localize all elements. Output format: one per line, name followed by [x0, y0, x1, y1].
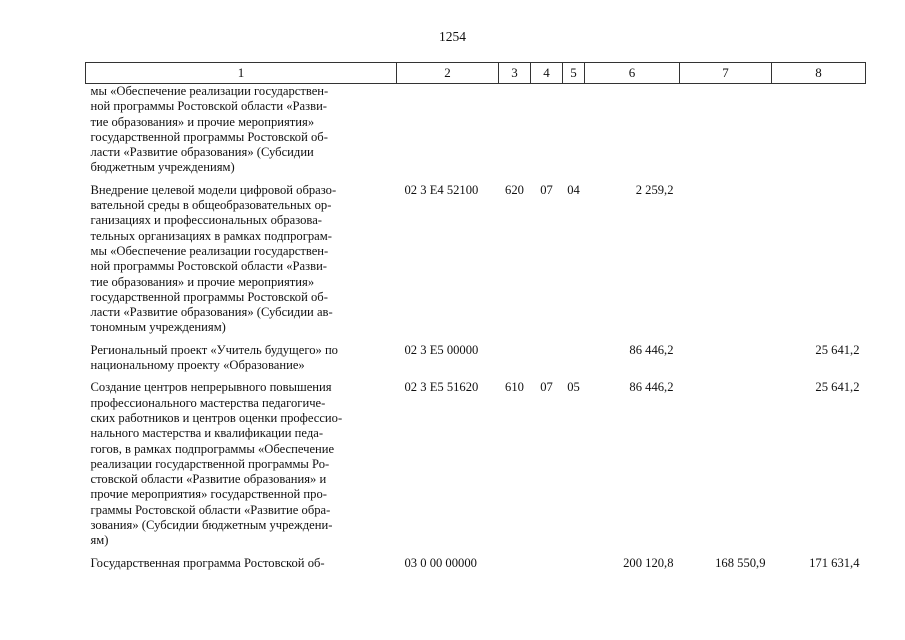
table-row	[86, 336, 866, 374]
target-code-cell: 02 3 E5 00000	[404, 342, 479, 357]
sum-col8-cell: 25 641,2	[815, 380, 860, 395]
row-name-line: вательной среды в общеобразовательных ор-	[90, 198, 332, 213]
row-name-cell	[86, 84, 397, 176]
section-cell	[531, 336, 563, 374]
column-header-2: 2	[397, 63, 499, 84]
column-header-8: 8	[772, 63, 866, 84]
row-name-line: ласти «Развитие образования» (Субсидии	[90, 145, 314, 160]
row-name-line: Создание центров непрерывного повышения	[90, 380, 332, 395]
subsection-cell	[563, 336, 585, 374]
row-name-cell	[86, 176, 397, 336]
sum-col6-cell: 86 446,2	[629, 380, 674, 395]
row-name-line: граммы Ростовской области «Развитие обра-	[90, 502, 331, 517]
expense-type-cell: 610	[505, 380, 524, 395]
row-name-line: нального мастерства и квалификации педа-	[90, 426, 324, 441]
expense-type-cell	[499, 549, 531, 571]
target-code-cell: 03 0 00 00000	[404, 555, 477, 570]
column-header-6: 6	[585, 63, 680, 84]
section-cell: 07	[540, 380, 553, 395]
subsection-cell: 05	[567, 380, 580, 395]
target-code-cell: 02 3 E4 52100	[404, 182, 479, 197]
sum-col8-cell	[772, 176, 866, 336]
section-cell: 07	[540, 182, 553, 197]
table-body	[86, 84, 866, 571]
row-name-line: бюджетным учреждениям)	[90, 160, 235, 175]
row-name-line: мы «Обеспечение реализации государствен-	[90, 243, 329, 258]
column-header-7: 7	[680, 63, 772, 84]
row-name-line: профессионального мастерства педагогиче-	[90, 395, 326, 410]
row-name-cell	[86, 336, 397, 374]
row-name-line: мы «Обеспечение реализации государствен-	[90, 84, 329, 98]
row-name-line: ганизациях и профессиональных образова-	[90, 213, 322, 228]
row-name-line: гогов, в рамках подпрограммы «Обеспечение	[90, 441, 335, 456]
budget-table	[85, 62, 866, 571]
sum-col8-cell: 25 641,2	[815, 342, 860, 357]
row-name-line: ласти «Развитие образования» (Субсидии ав-	[90, 305, 333, 320]
subsection-cell: 04	[567, 182, 580, 197]
header-row	[86, 63, 866, 84]
page-number: 1254	[439, 29, 466, 44]
subsection-cell	[563, 84, 585, 176]
row-name-line: тие образования» и прочие мероприятия»	[90, 114, 315, 129]
section-cell	[531, 549, 563, 571]
row-name-cell	[86, 549, 397, 571]
section-cell	[531, 84, 563, 176]
expense-type-cell: 620	[505, 182, 524, 197]
row-name-line: Региональный проект «Учитель будущего» по	[90, 342, 338, 357]
sum-col6-cell: 86 446,2	[629, 342, 674, 357]
row-name-line: государственной программы Ростовской об-	[90, 129, 328, 144]
sum-col8-cell	[772, 84, 866, 176]
table-row	[86, 176, 866, 336]
row-name-line: тономным учреждениям)	[90, 320, 226, 335]
row-name-line: государственной программы Ростовской об-	[90, 289, 328, 304]
sum-col6-cell: 2 259,2	[635, 182, 674, 197]
row-name-line: ям)	[90, 533, 109, 548]
column-header-3: 3	[499, 63, 531, 84]
row-name-line: ной программы Ростовской области «Разви-	[90, 259, 328, 274]
row-name-line: зования» (Субсидии бюджетным учреждени-	[90, 518, 333, 533]
column-header-4: 4	[531, 63, 563, 84]
sum-col6-cell	[585, 84, 680, 176]
table-row	[86, 549, 866, 571]
sum-col7-cell	[680, 84, 772, 176]
sum-col7-cell	[680, 176, 772, 336]
sum-col7-cell	[680, 336, 772, 374]
row-name-line: Государственная программа Ростовской об-	[90, 555, 325, 570]
target-code-cell: 02 3 E5 51620	[404, 380, 479, 395]
expense-type-cell	[499, 84, 531, 176]
row-name-line: Внедрение целевой модели цифровой образо-	[90, 182, 337, 197]
row-name-cell	[86, 373, 397, 548]
subsection-cell	[563, 549, 585, 571]
row-name-line: прочие мероприятия» государственной про-	[90, 487, 327, 502]
target-code-cell	[397, 84, 499, 176]
row-name-line: стовской области «Развитие образования» и	[90, 472, 327, 487]
sum-col6-cell: 200 120,8	[623, 555, 674, 570]
row-name-line: ских работников и центров оценки профессио-	[90, 410, 343, 425]
sum-col7-cell: 168 550,9	[715, 555, 766, 570]
row-name-line: реализации государственной программы Ро-	[90, 456, 330, 471]
row-name-line: тие образования» и прочие мероприятия»	[90, 274, 315, 289]
column-header-1: 1	[86, 63, 397, 84]
row-name-line: национальному проекту «Образование»	[90, 358, 305, 373]
expense-type-cell	[499, 336, 531, 374]
row-name-line: ной программы Ростовской области «Разви-	[90, 99, 328, 114]
table-row	[86, 373, 866, 548]
column-header-5: 5	[563, 63, 585, 84]
table-row	[86, 84, 866, 176]
row-name-line: тельных организациях в рамках подпрограм-	[90, 228, 332, 243]
sum-col7-cell	[680, 373, 772, 548]
sum-col8-cell: 171 631,4	[809, 555, 860, 570]
